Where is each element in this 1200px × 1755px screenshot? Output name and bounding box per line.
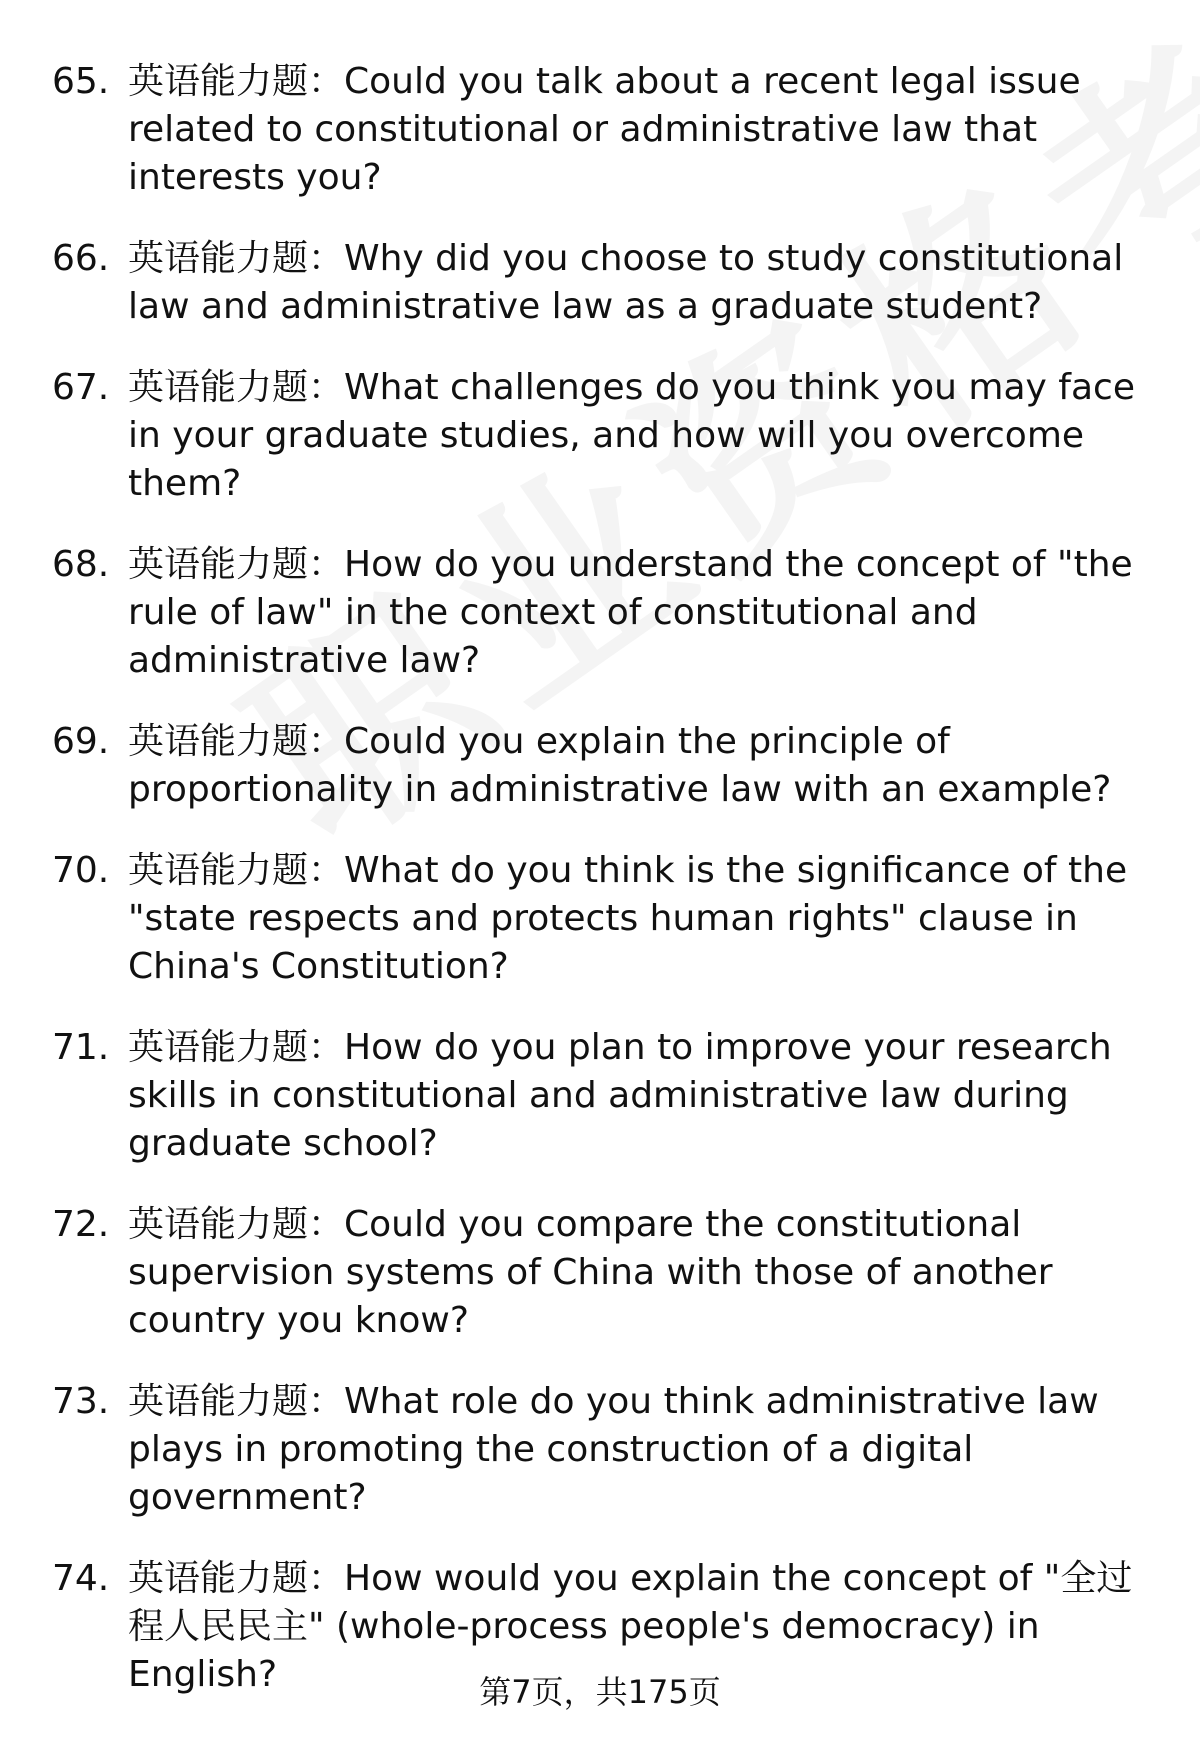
question-item-68 <box>52 541 1162 685</box>
question-item-66 <box>52 235 1162 331</box>
question-item-67 <box>52 364 1162 508</box>
question-number: 69. <box>52 721 110 762</box>
page-footer: 第7页，共175页 <box>479 1673 721 1711</box>
question-text: 英语能力题：What do you think is the significance of the "state respects and protects human rights" clause in China's Constitution? <box>128 850 1128 987</box>
question-item-69 <box>52 718 1162 814</box>
question-text: 英语能力题：What challenges do you think you may face in your graduate studies, and how will you overcome them? <box>128 367 1135 504</box>
question-number: 72. <box>52 1204 110 1245</box>
question-number: 71. <box>52 1027 110 1068</box>
question-number: 67. <box>52 367 110 408</box>
question-item-65 <box>52 58 1162 202</box>
question-text: 英语能力题：Could you talk about a recent legal issue related to constitutional or administrative law that interests you? <box>128 61 1081 198</box>
question-item-72 <box>52 1201 1162 1345</box>
question-text: 英语能力题：How do you understand the concept of "the rule of law" in the context of constitutional and administrative law? <box>128 544 1133 681</box>
question-number: 70. <box>52 850 110 891</box>
question-item-73 <box>52 1378 1162 1522</box>
question-number: 73. <box>52 1381 110 1422</box>
question-number: 74. <box>52 1558 110 1599</box>
question-item-70 <box>52 847 1162 991</box>
question-text: 英语能力题：How do you plan to improve your research skills in constitutional and administrative law during graduate school? <box>128 1027 1112 1164</box>
question-list <box>52 58 1162 1732</box>
question-item-71 <box>52 1024 1162 1168</box>
question-text: 英语能力题：What role do you think administrative law plays in promoting the construction of a digital government? <box>128 1381 1099 1518</box>
question-number: 68. <box>52 544 110 585</box>
question-text: 英语能力题：Could you compare the constitutional supervision systems of China with those of another country you know? <box>128 1204 1053 1341</box>
question-text: 英语能力题：Why did you choose to study constitutional law and administrative law as a graduate student? <box>128 238 1124 327</box>
question-text: 英语能力题：How would you explain the concept of "全过程人民民主" (whole-process people's democracy) in English? <box>128 1558 1133 1695</box>
question-number: 66. <box>52 238 110 279</box>
question-text: 英语能力题：Could you explain the principle of proportionality in administrative law with an example? <box>128 721 1112 810</box>
question-number: 65. <box>52 61 110 102</box>
